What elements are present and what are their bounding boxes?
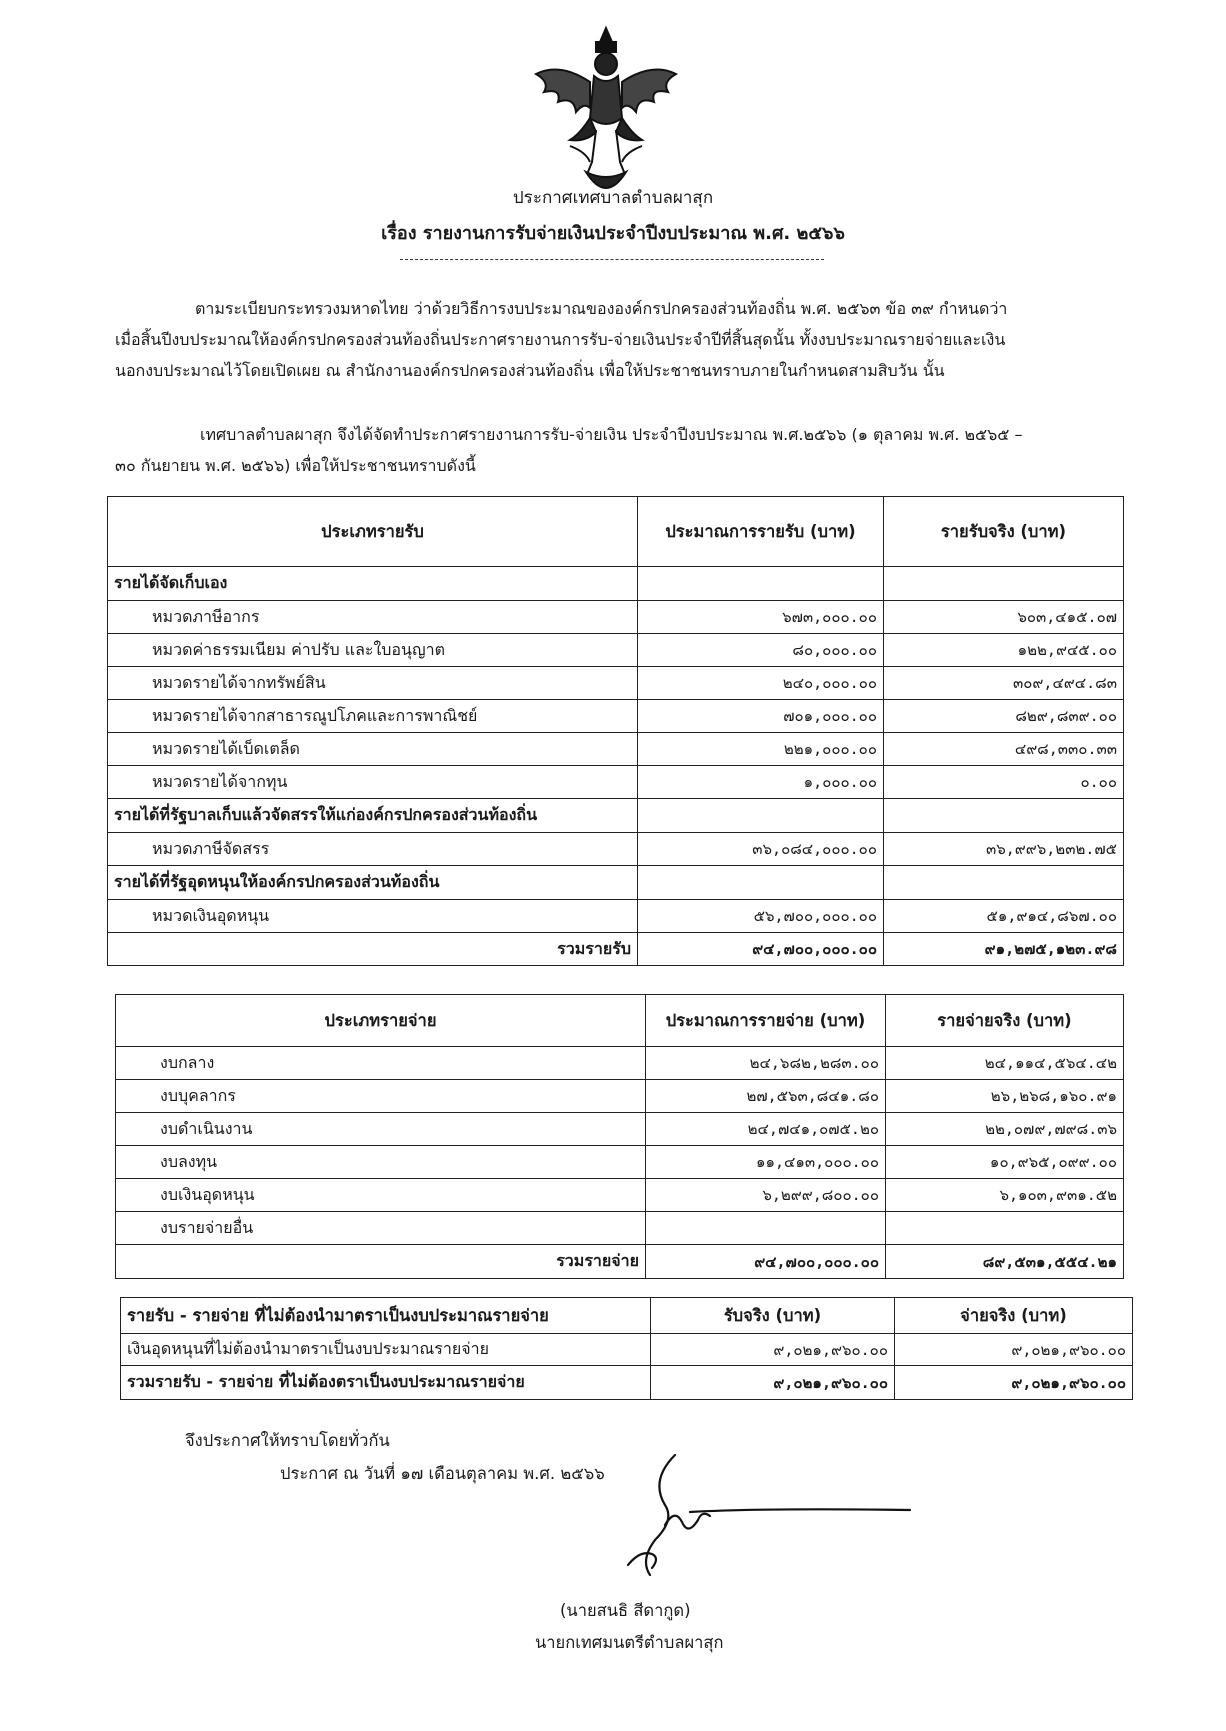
expense-actual: ๒๔,๑๑๔,๕๖๔.๔๒ [886,1047,1124,1080]
expense-item: งบเงินอุดหนุน [116,1179,646,1212]
income-estimate: ๕๖,๗๐๐,๐๐๐.๐๐ [638,900,884,933]
income-estimate: ๒๔๐,๐๐๐.๐๐ [638,667,884,700]
income-item: หมวดค่าธรรมเนียม ค่าปรับ และใบอนุญาต [108,634,638,667]
income-estimate: ๖๗๓,๐๐๐.๐๐ [638,601,884,634]
para2-line2: ๓๐ กันยายน พ.ศ. ๒๕๖๖) เพื่อให้ประชาชนทราบดังนี้ [115,456,476,475]
income-estimate [638,866,884,900]
expense-actual [886,1212,1124,1245]
income-actual [884,866,1124,900]
signature-image [580,1450,920,1590]
income-actual: ๔๙๘,๓๓๐.๓๓ [884,733,1124,766]
income-table [107,496,1124,966]
para1-line1: ตามระเบียบกระทรวงมหาดไทย ว่าด้วยวิธีการงบประมาณขององค์กรปกครองส่วนท้องถิ่น พ.ศ. ๒๕๖๓ ข้อ ๓๙ กำหนดว่า [195,299,1008,318]
para1-line2: เมื่อสิ้นปีงบประมาณให้องค์กรปกครองส่วนท้องถิ่นประกาศรายงานการรับ-จ่ายเงินประจำปีที่สิ้นสุดนั้น ทั้งงบประมาณรายจ่ายและเงิน [115,330,1006,349]
expense-estimate: ๒๔,๗๔๑,๐๗๕.๒๐ [646,1113,886,1146]
income-category: รายได้จัดเก็บเอง [108,567,638,601]
income-item: หมวดภาษีจัดสรร [108,833,638,866]
income-total-label: รวมรายรับ [108,933,638,966]
income-category: รายได้ที่รัฐอุดหนุนให้องค์กรปกครองส่วนท้องถิ่น [108,866,638,900]
title-divider [400,259,824,260]
income-actual: ๕๑,๙๑๔,๘๖๗.๐๐ [884,900,1124,933]
income-actual [884,567,1124,601]
expense-actual: ๒๖,๒๖๘,๑๖๐.๙๑ [886,1080,1124,1113]
expense-total-estimate: ๙๔,๗๐๐,๐๐๐.๐๐ [646,1245,886,1279]
signer-title: นายกเทศมนตรีตำบลผาสุก [535,1633,724,1652]
expense-header-type: ประเภทรายจ่าย [116,995,646,1047]
income-item: หมวดรายได้จากทุน [108,766,638,799]
expense-header-estimate: ประมาณการรายจ่าย (บาท) [646,995,886,1047]
expense-item: งบกลาง [116,1047,646,1080]
expense-estimate: ๑๑,๔๑๓,๐๐๐.๐๐ [646,1146,886,1179]
off-budget-table [120,1297,1133,1400]
income-estimate: ๑,๐๐๐.๐๐ [638,766,884,799]
income-actual [884,799,1124,833]
off-budget-total-paid: ๙,๐๒๑,๙๖๐.๐๐ [895,1366,1133,1400]
income-header-type: ประเภทรายรับ [108,497,638,567]
income-actual: ๐.๐๐ [884,766,1124,799]
income-total-actual: ๙๑,๒๗๕,๑๒๓.๙๘ [884,933,1124,966]
income-header-actual: รายรับจริง (บาท) [884,497,1124,567]
income-item: หมวดรายได้เบ็ดเตล็ด [108,733,638,766]
announcement-issuer: ประกาศเทศบาลตำบลผาสุก [512,188,714,208]
expense-item: งบรายจ่ายอื่น [116,1212,646,1245]
income-estimate: ๒๒๑,๐๐๐.๐๐ [638,733,884,766]
income-item: หมวดรายได้จากทรัพย์สิน [108,667,638,700]
expense-estimate: ๖,๒๙๙,๘๐๐.๐๐ [646,1179,886,1212]
off-budget-item: เงินอุดหนุนที่ไม่ต้องนำมาตราเป็นงบประมาณรายจ่าย [121,1334,651,1366]
expense-estimate: ๒๔,๖๘๒,๒๘๓.๐๐ [646,1047,886,1080]
announcement-subject: เรื่อง รายงานการรับจ่ายเงินประจำปีงบประมาณ พ.ศ. ๒๕๖๖ [381,223,845,244]
expense-item: งบลงทุน [116,1146,646,1179]
income-actual: ๓๐๙,๔๙๔.๘๓ [884,667,1124,700]
income-header-estimate: ประมาณการรายรับ (บาท) [638,497,884,567]
expense-actual: ๖,๑๐๓,๙๓๑.๕๒ [886,1179,1124,1212]
off-budget-paid: ๙,๐๒๑,๙๖๐.๐๐ [895,1334,1133,1366]
income-estimate: ๓๖,๐๘๔,๐๐๐.๐๐ [638,833,884,866]
income-actual: ๑๒๒,๙๔๕.๐๐ [884,634,1124,667]
expense-estimate [646,1212,886,1245]
income-estimate [638,799,884,833]
income-estimate: ๗๐๑,๐๐๐.๐๐ [638,700,884,733]
announce-statement: จึงประกาศให้ทราบโดยทั่วกัน [185,1431,390,1450]
income-item: หมวดรายได้จากสาธารณูปโภคและการพาณิชย์ [108,700,638,733]
announce-date: ประกาศ ณ วันที่ ๑๗ เดือนตุลาคม พ.ศ. ๒๕๖๖ [280,1464,605,1483]
expense-table [115,994,1124,1279]
expense-actual: ๑๐,๙๖๕,๐๙๙.๐๐ [886,1146,1124,1179]
off-budget-received: ๙,๐๒๑,๙๖๐.๐๐ [651,1334,895,1366]
income-estimate [638,567,884,601]
off-budget-total-label: รวมรายรับ - รายจ่าย ที่ไม่ต้องตราเป็นงบประมาณรายจ่าย [121,1366,651,1400]
income-estimate: ๘๐,๐๐๐.๐๐ [638,634,884,667]
expense-header-actual: รายจ่ายจริง (บาท) [886,995,1124,1047]
off-budget-header-received: รับจริง (บาท) [651,1298,895,1334]
income-actual: ๘๒๙,๘๓๙.๐๐ [884,700,1124,733]
expense-item: งบบุคลากร [116,1080,646,1113]
expense-item: งบดำเนินงาน [116,1113,646,1146]
income-item: หมวดภาษีอากร [108,601,638,634]
expense-total-actual: ๘๙,๕๓๑,๕๕๔.๒๑ [886,1245,1124,1279]
off-budget-header-type: รายรับ - รายจ่าย ที่ไม่ต้องนำมาตราเป็นงบประมาณรายจ่าย [121,1298,651,1334]
income-category: รายได้ที่รัฐบาลเก็บแล้วจัดสรรให้แก่องค์กรปกครองส่วนท้องถิ่น [108,799,638,833]
off-budget-header-paid: จ่ายจริง (บาท) [895,1298,1133,1334]
expense-actual: ๒๒,๐๗๙,๗๙๘.๓๖ [886,1113,1124,1146]
expense-estimate: ๒๗,๕๖๓,๘๔๑.๘๐ [646,1080,886,1113]
expense-total-label: รวมรายจ่าย [116,1245,646,1279]
income-actual: ๖๐๓,๔๑๕.๐๗ [884,601,1124,634]
para1-line3: นอกงบประมาณไว้โดยเปิดเผย ณ สำนักงานองค์กรปกครองส่วนท้องถิ่น เพื่อให้ประชาชนทราบภายในกำหนดสามสิบวัน นั้น [115,361,945,380]
income-total-estimate: ๙๔,๗๐๐,๐๐๐.๐๐ [638,933,884,966]
off-budget-total-received: ๙,๐๒๑,๙๖๐.๐๐ [651,1366,895,1400]
income-actual: ๓๖,๙๙๖,๒๓๒.๗๕ [884,833,1124,866]
income-item: หมวดเงินอุดหนุน [108,900,638,933]
signer-name: (นายสนธิ สีดากูด) [560,1601,691,1620]
para2-line1: เทศบาลตำบลผาสุก จึงได้จัดทำประกาศรายงานการรับ-จ่ายเงิน ประจำปีงบประมาณ พ.ศ.๒๕๖๖ (๑ ตุลาคม พ.ศ. ๒๕๖๕ – [200,425,1023,444]
garuda-emblem-icon [530,22,682,190]
